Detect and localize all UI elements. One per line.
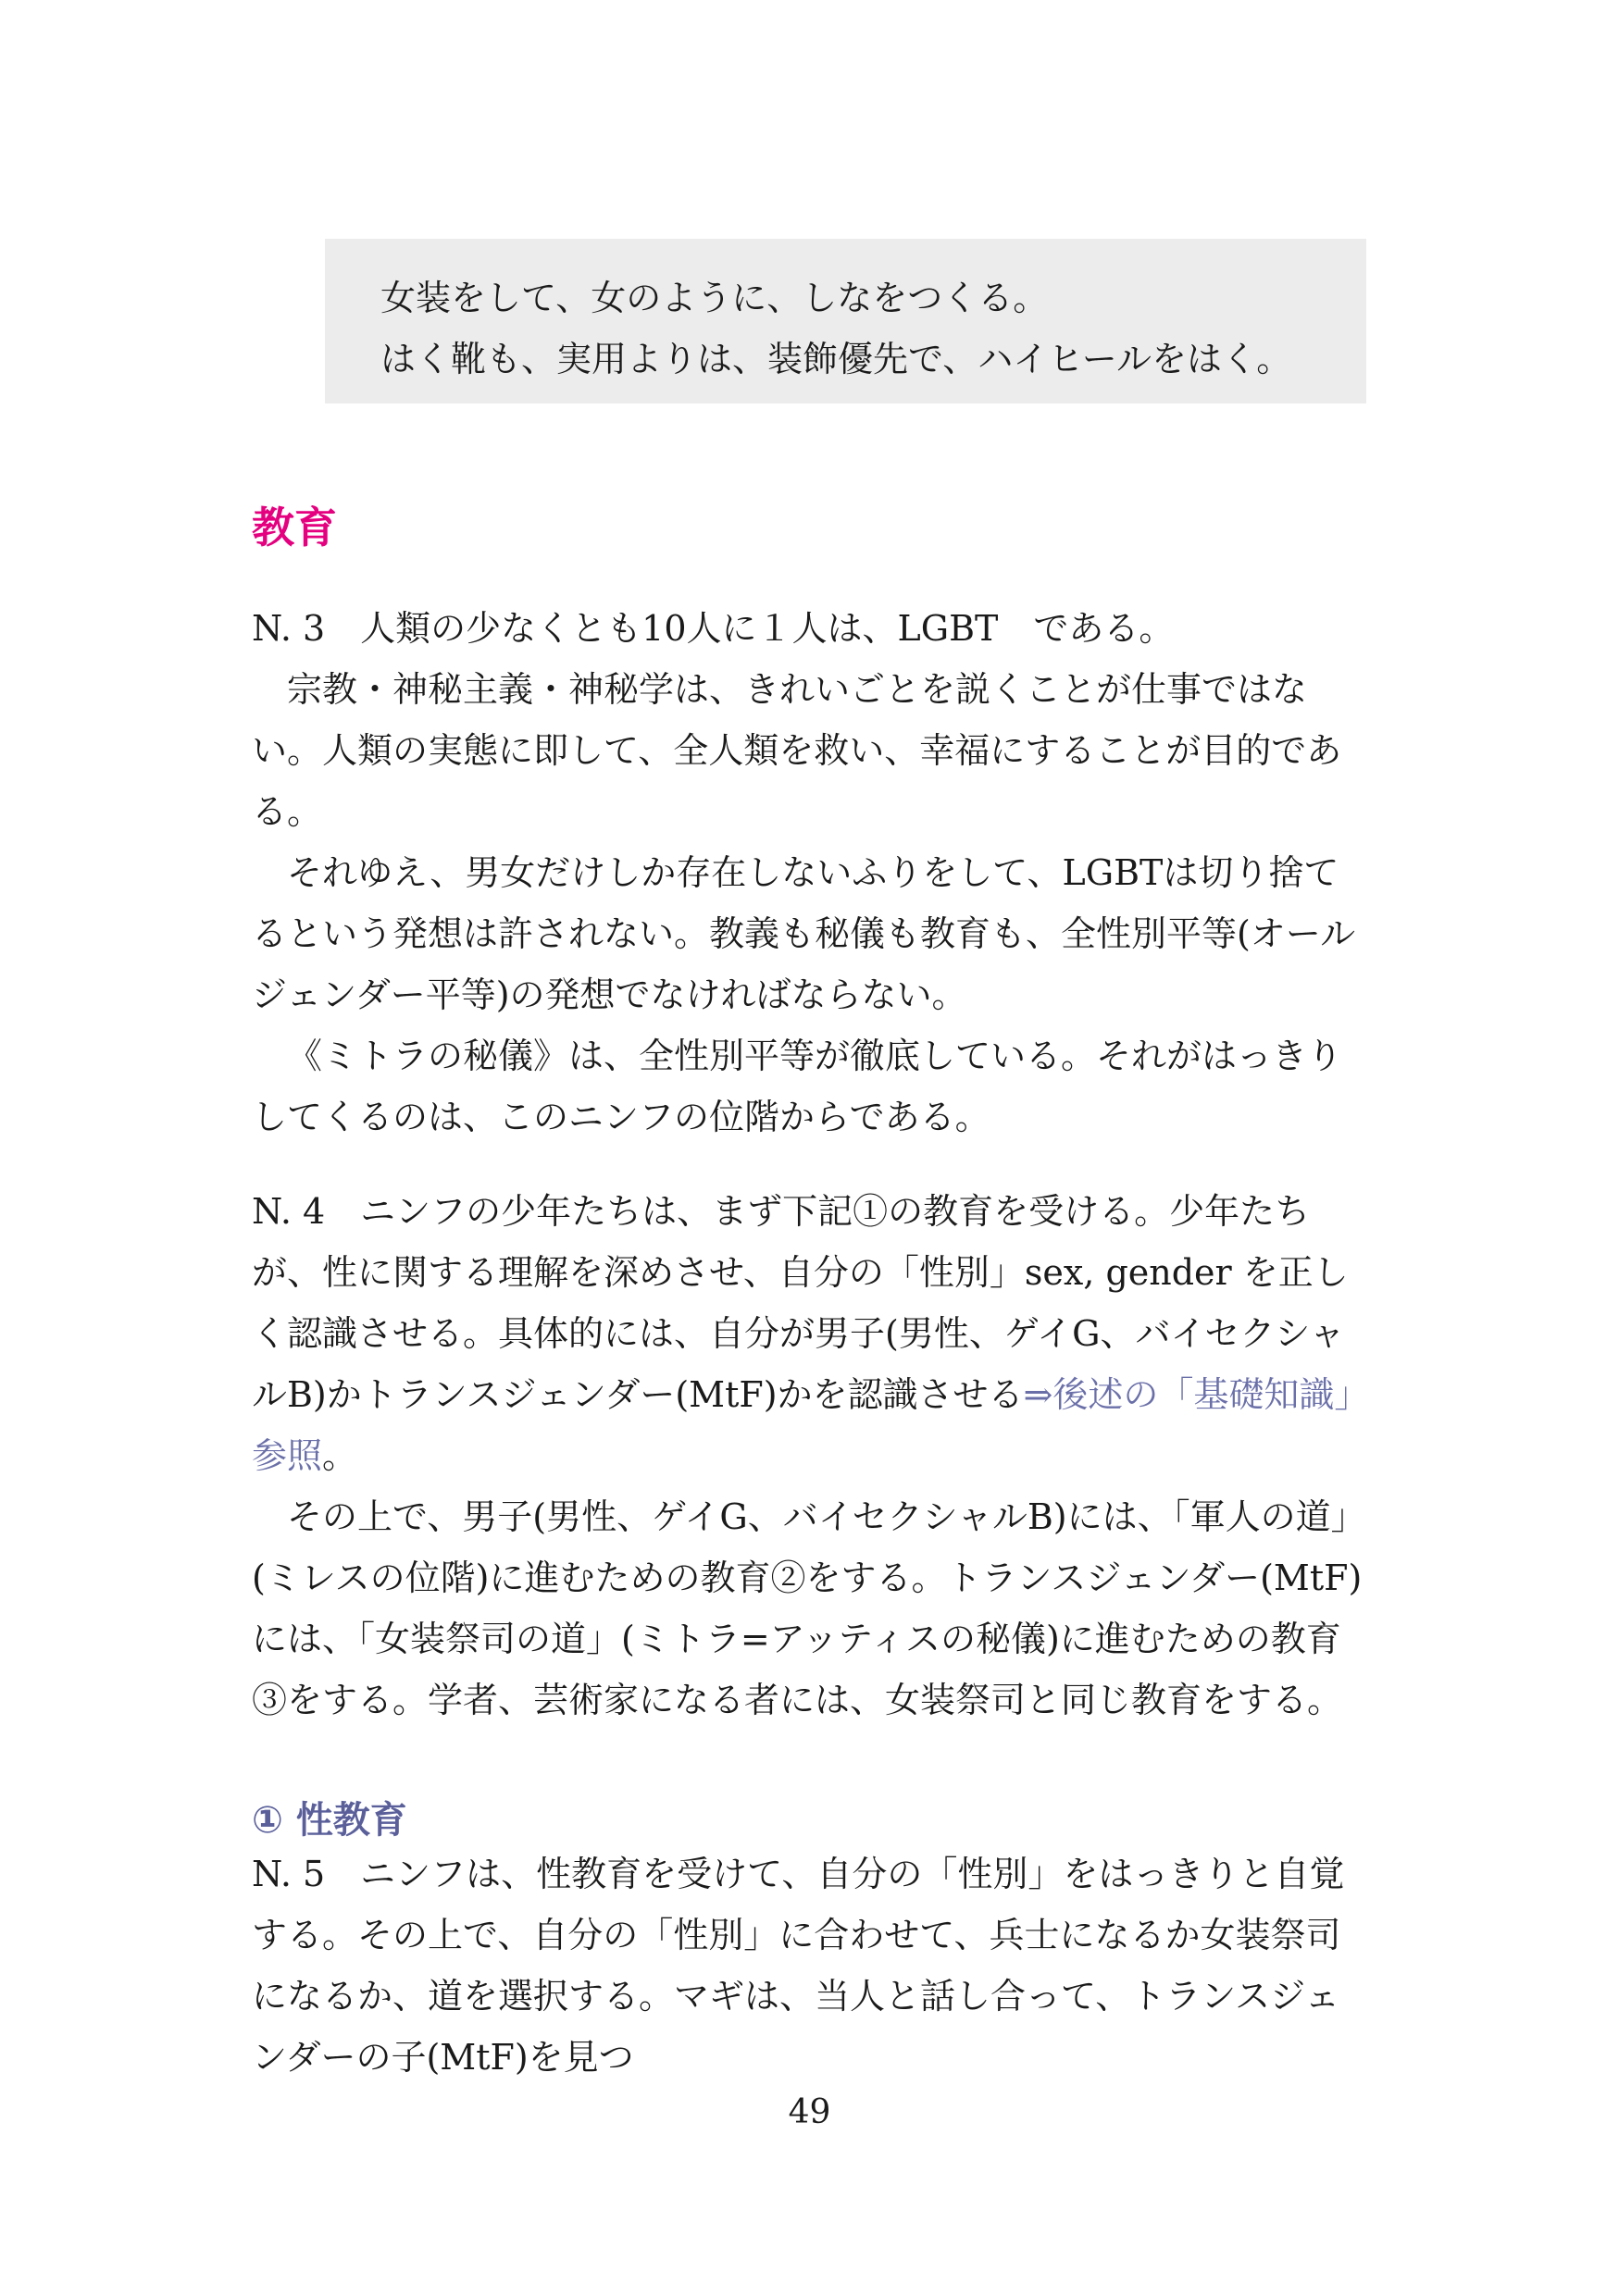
n4-para-1 [252,1181,1367,1486]
n3-para-3: それゆえ、男女だけしか存在しないふりをして、LGBTは切り捨てるという発想は許されない。教義も秘儀も教育も、全性別平等(オールジェンダー平等)の発想でなければならない。 [252,852,1356,1015]
quote-box [325,239,1366,403]
n4-para-2: その上で、男子(男性、ゲイG、バイセクシャルB)には、「軍人の道」(ミレスの位階)に進むための教育②をする。トランスジェンダー(MtF)には、「女装祭司の道」(ミトラ=アッティスの秘儀)に進むための教育③をする。学者、芸術家になる者には、女装祭司と同じ教育をする。 [252,1496,1366,1720]
n3-para-4: 《ミトラの秘儀》は、全性別平等が徹底している。それがはっきりしてくるのは、このニンフの位階からである。 [252,1036,1343,1137]
n4-para-1-end: 。 [322,1435,358,1476]
section-title: 教育 [252,503,337,552]
n4-para-1-text: N. 4 ニンフの少年たちは、まず下記①の教育を受ける。少年たちが、性に関する理解を深めさせ、自分の「性別」sex, gender を正しく認識させる。具体的には、自分が男子(男性、ゲイG、バイセクシャルB)かトランスジェンダー(MtF)かを認識させる [252,1191,1349,1415]
quote-line-2: はく靴も、実用よりは、装飾優先で、ハイヒールをはく。 [380,339,1292,379]
paragraph-n3 [252,598,1367,1148]
subsection-title: ① 性教育 [252,1799,407,1842]
paragraph-n5 [252,1843,1367,2088]
page-number: 49 [788,2093,831,2131]
n3-line-1: N. 3 人類の少なくとも10人に１人は、LGBT である。 [252,608,1175,649]
reference-link[interactable]: ⇒後述の「基礎知識」参照 [252,1374,1352,1476]
paragraph-n4 [252,1181,1367,1731]
quote-line-1: 女装をして、女のように、しなをつくる。 [380,278,1049,318]
n5-para-1: N. 5 ニンフは、性教育を受けて、自分の「性別」をはっきりと自覚する。その上で、自分の「性別」に合わせて、兵士になるか女装祭司になるか、道を選択する。マギは、当人と話し合って、トランスジェンダーの子(MtF)を見つ [252,1854,1345,2078]
n3-para-2: 宗教・神秘主義・神秘学は、きれいごとを説くことが仕事ではない。人類の実態に即して、全人類を救い、幸福にすることが目的である。 [252,669,1342,832]
